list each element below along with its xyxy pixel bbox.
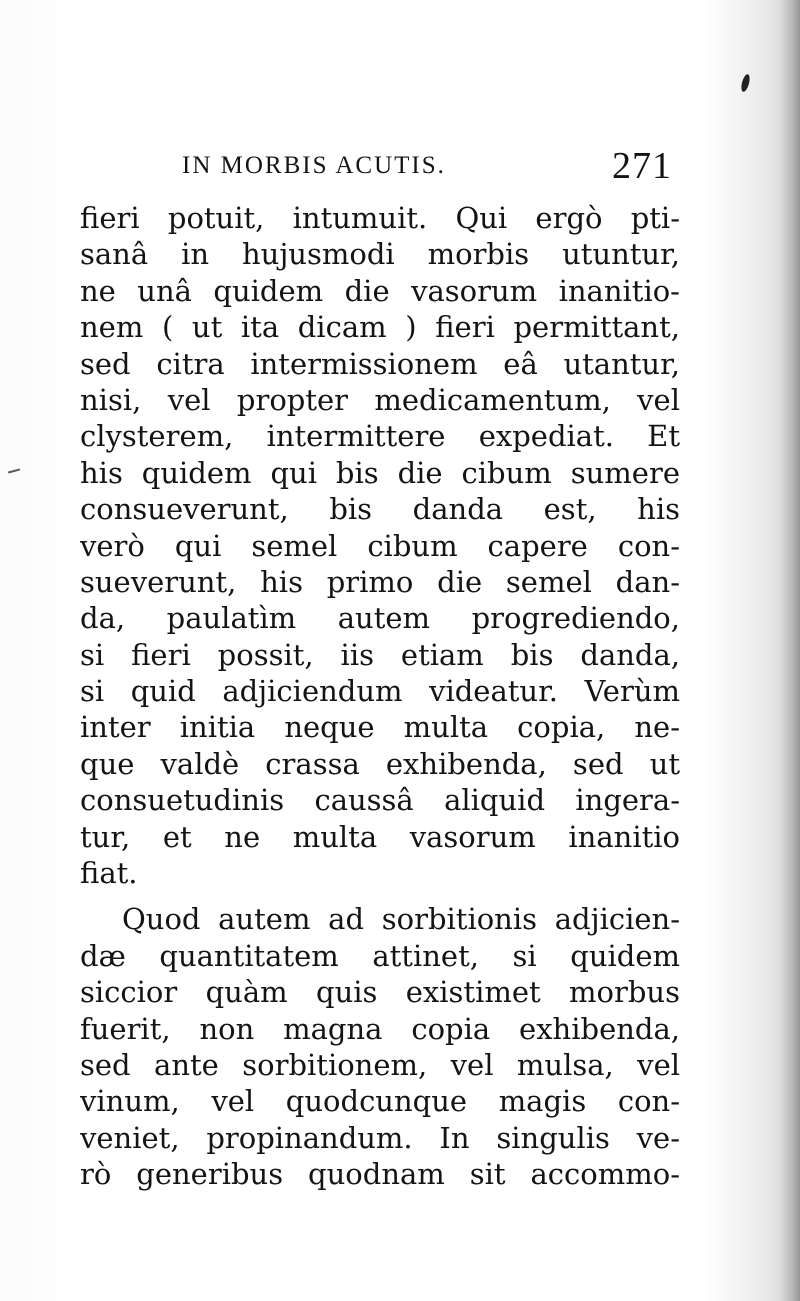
body-text — [80, 200, 680, 1193]
text-line: fiat. — [80, 856, 138, 891]
text-line: da, paulatìm autem progrediendo, — [80, 601, 680, 636]
page-number: 271 — [612, 145, 672, 187]
text-line: veniet, propinandum. In singulis ve- — [80, 1120, 680, 1155]
text-line: consueverunt, bis danda est, his — [80, 492, 680, 527]
running-head: IN MORBIS ACUTIS. — [182, 152, 446, 179]
text-line: sed ante sorbitionem, vel mulsa, vel — [80, 1047, 680, 1082]
text-line: fieri potuit, intumuit. Qui ergò pti- — [80, 201, 680, 235]
margin-mark — [8, 468, 20, 473]
text-line: tur, et ne multa vasorum inanitio — [80, 819, 680, 854]
paragraph — [80, 200, 680, 891]
text-line: his quidem qui bis die cibum sumere — [80, 455, 680, 490]
text-line: sueverunt, his primo die semel dan- — [80, 564, 680, 599]
paragraph — [80, 901, 680, 1192]
page-edge-shadow — [780, 0, 800, 1301]
ink-speck — [740, 73, 751, 92]
text-line: clysterem, intermittere expediat. Et — [80, 419, 680, 454]
text-line: fuerit, non magna copia exhibenda, — [80, 1011, 680, 1046]
text-line: ne unâ quidem die vasorum inanitio- — [80, 273, 680, 308]
text-line: Quod autem ad sorbitionis adjicien- — [122, 902, 680, 937]
text-line: consuetudinis caussâ aliquid ingera- — [80, 783, 680, 818]
text-line: dæ quantitatem attinet, si quidem — [80, 938, 680, 973]
text-line: inter initia neque multa copia, ne- — [80, 710, 680, 745]
text-line: si fieri possit, iis etiam bis danda, — [80, 637, 680, 672]
page-header — [182, 144, 672, 188]
text-line: sanâ in hujusmodi morbis utuntur, — [80, 237, 680, 272]
text-line: que valdè crassa exhibenda, sed ut — [80, 746, 680, 781]
text-line: sed citra intermissionem eâ utantur, — [80, 346, 680, 381]
text-line: nem ( ut ita dicam ) fieri permittant, — [80, 310, 680, 345]
text-line: rò generibus quodnam sit accommo- — [80, 1157, 680, 1192]
text-line: vinum, vel quodcunque magis con- — [80, 1084, 680, 1119]
text-line: verò qui semel cibum capere con- — [80, 528, 680, 563]
text-line: nisi, vel propter medicamentum, vel — [80, 382, 680, 417]
text-line: si quid adjiciendum videatur. Verùm — [80, 674, 680, 709]
paragraph-gap — [80, 891, 680, 901]
text-line: siccior quàm quis existimet morbus — [80, 975, 680, 1010]
